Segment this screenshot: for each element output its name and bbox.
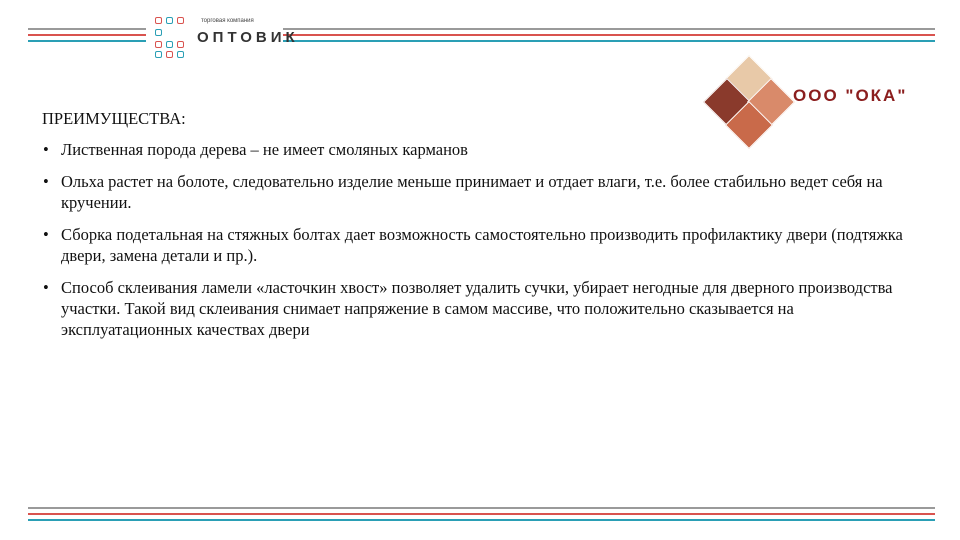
advantages-list [42,139,912,340]
header-stripes-right [283,28,935,46]
logo-tagline: торговая компания [201,18,254,24]
company-name: ООО "ОКА" [793,86,908,105]
list-item [42,171,912,213]
list-item [42,277,912,340]
bullet-icon: • [43,225,49,244]
list-item [42,224,912,266]
optovik-logo [155,17,299,59]
bullet-icon: • [43,140,49,159]
list-item-text: Лиственная порода дерева – не имеет смоляных карманов [61,140,468,159]
list-item [42,139,912,160]
list-item-text: Способ склеивания ламели «ласточкин хвост» позволяет удалить сучки, убирает негодные для дверного производства участки. Такой вид склеивания снимает напряжение в самом массиве, что положительно сказывается на эксплуатационных качествах двери [61,278,893,339]
advantages-section [42,108,912,351]
logo-dots-icon [155,17,195,59]
bullet-icon: • [43,172,49,191]
header-stripes-left [28,28,146,46]
list-item-text: Сборка подетальная на стяжных болтах дает возможность самостоятельно производить профилактику двери (подтяжка двери, замена детали и пр.). [61,225,903,265]
logo-name: ОПТОВИК [197,29,299,46]
list-item-text: Ольха растет на болоте, следовательно изделие меньше принимает и отдает влаги, т.е. более стабильно ведет себя на кручении. [61,172,883,212]
bullet-icon: • [43,278,49,297]
footer-stripes [28,507,935,525]
page-title: ПРЕИМУЩЕСТВА: [42,109,186,128]
